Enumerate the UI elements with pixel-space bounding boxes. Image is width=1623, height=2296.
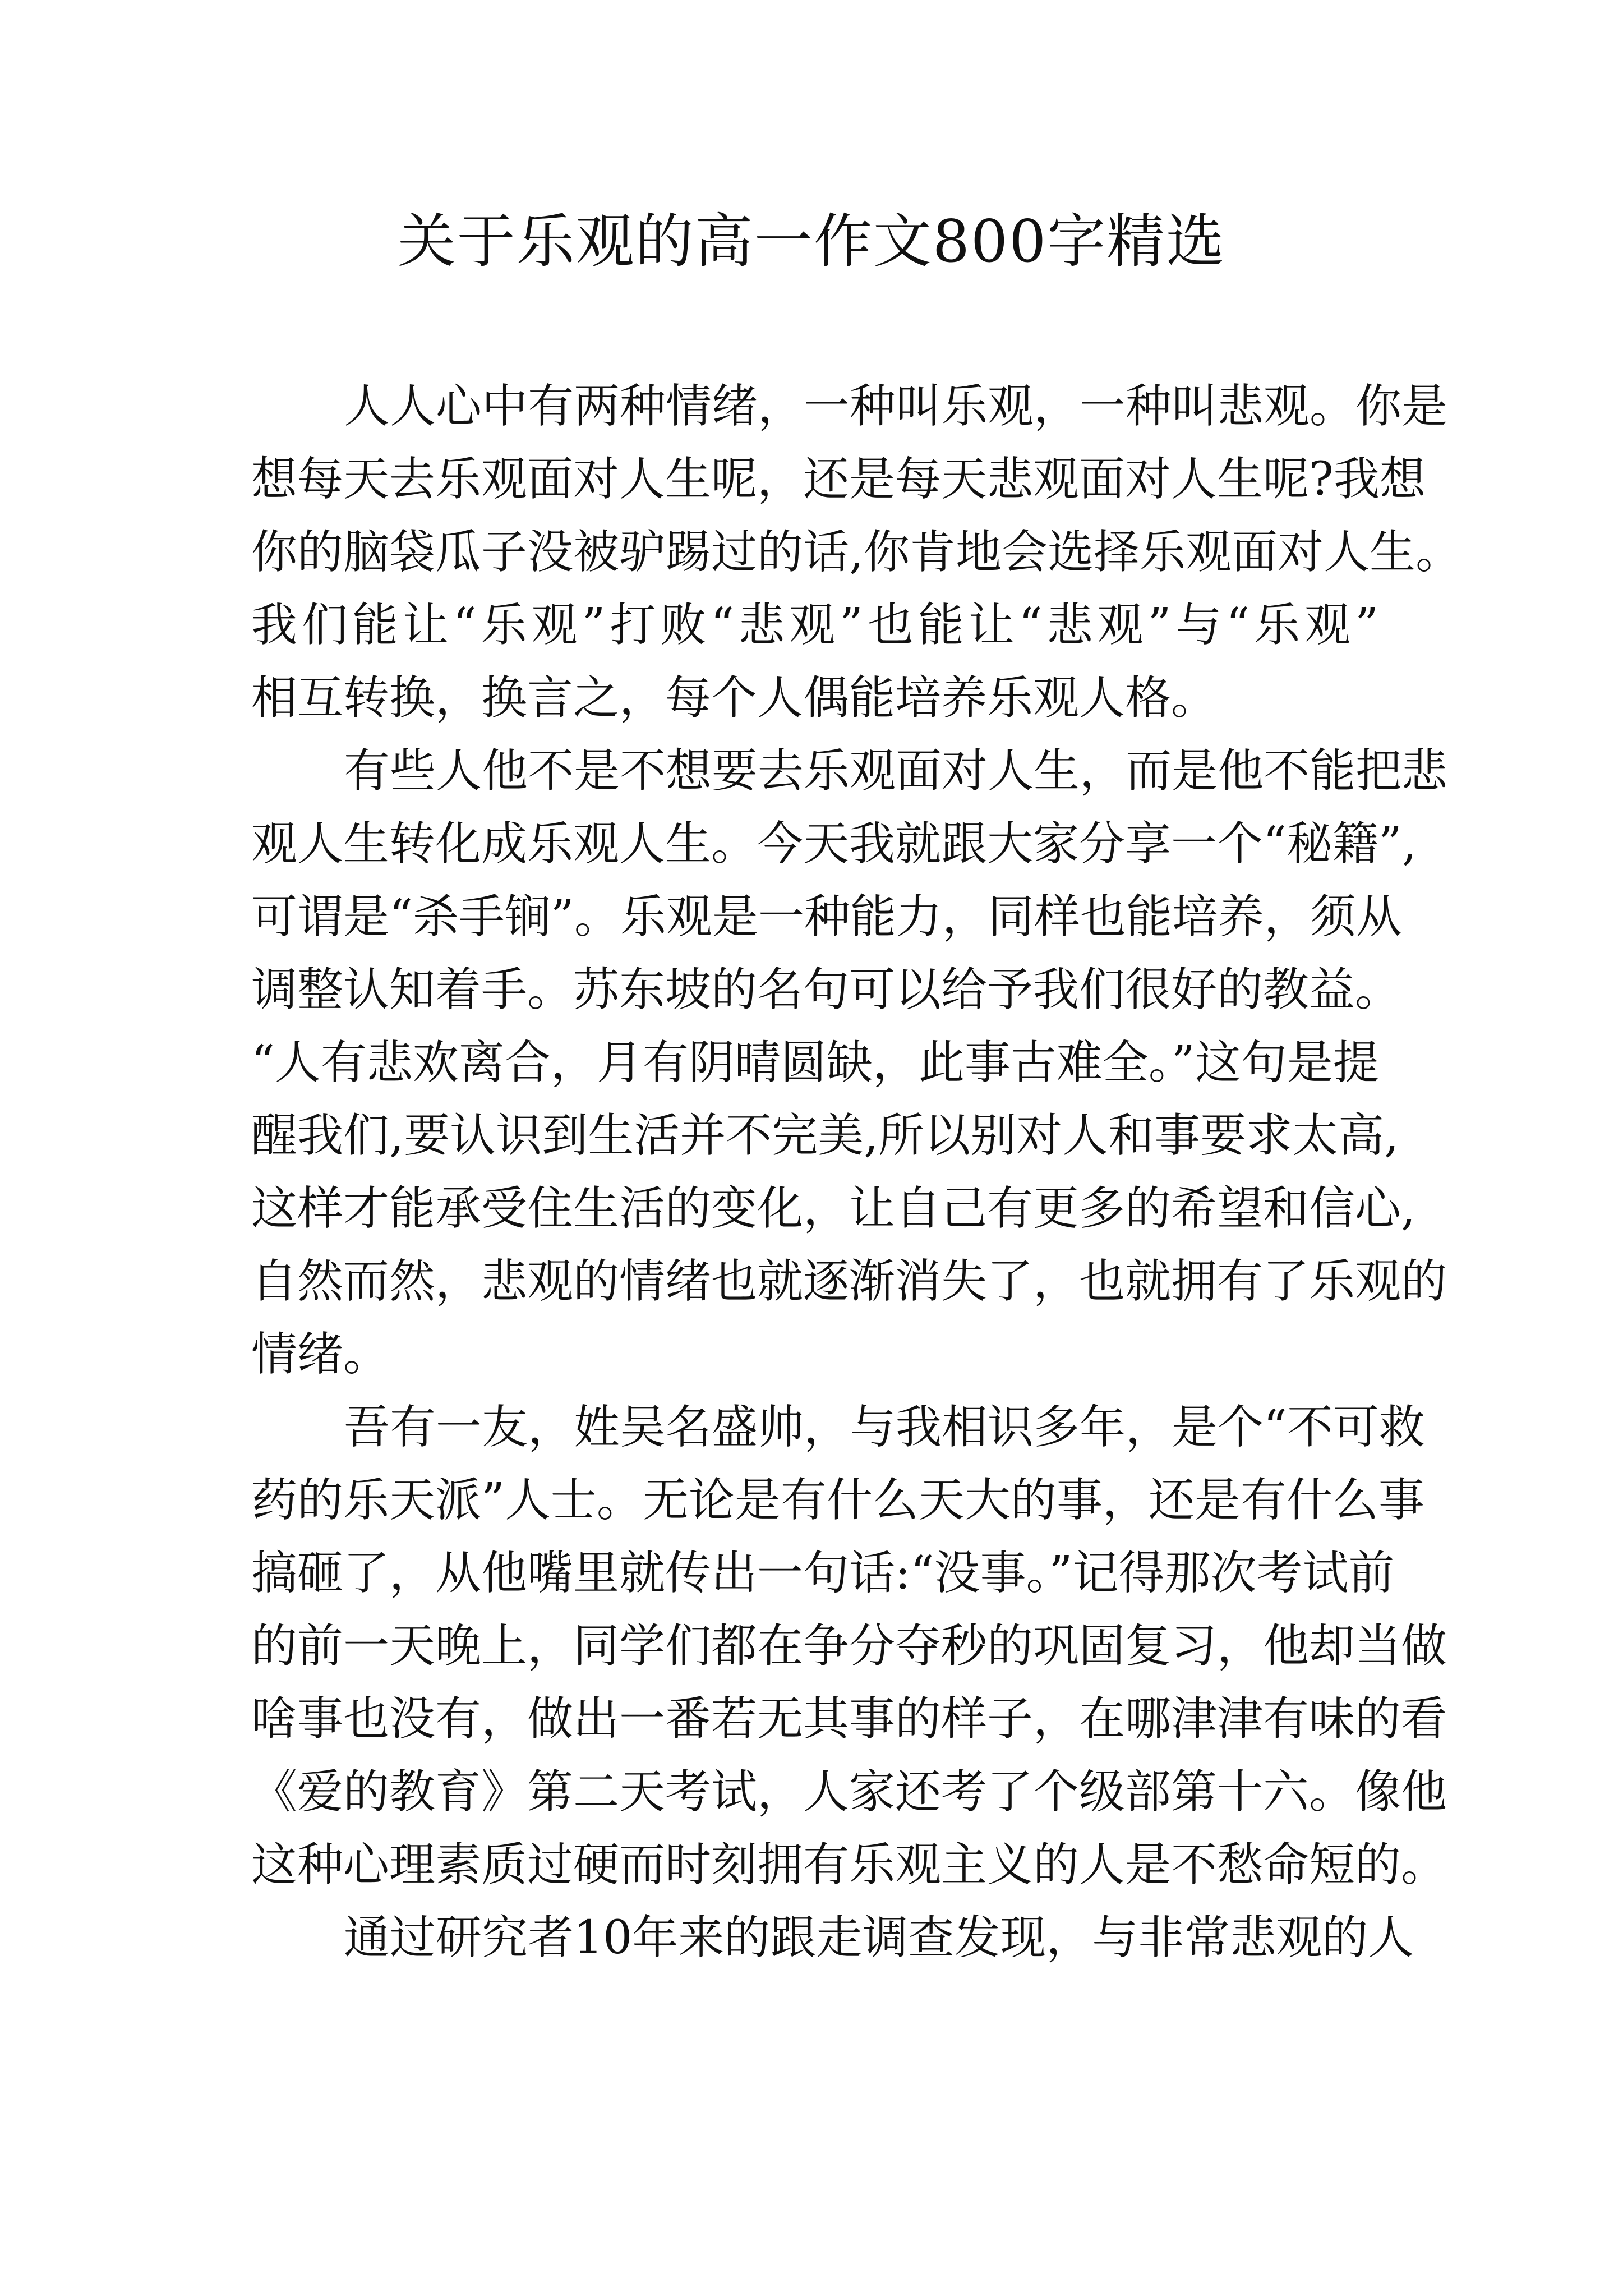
paragraph-line: 有些人他不是不想要去乐观面对人生，而是他不能把悲 bbox=[344, 744, 1448, 798]
paragraph-line: 《爱的教育》第二天考试，人家还考了个级部第十六。像他 bbox=[251, 1765, 1447, 1819]
paragraph-line: 自然而然，悲观的情绪也就逐渐消失了，也就拥有了乐观的 bbox=[251, 1255, 1447, 1308]
paragraph-line: 调整认知着手。苏东坡的名句可以给予我们很好的教益。 bbox=[251, 963, 1401, 1016]
paragraph-line: 我们能让“乐观”打败“悲观”也能让“悲观”与“乐观” bbox=[251, 599, 1378, 652]
paragraph-line: 相互转换，换言之，每个人偶能培养乐观人格。 bbox=[251, 671, 1218, 725]
paragraph-line: 人人心中有两种情绪，一种叫乐观，一种叫悲观。你是 bbox=[344, 380, 1448, 433]
paragraph-line: 情绪。 bbox=[251, 1328, 390, 1381]
paragraph-line: 这种心理素质过硬而时刻拥有乐观主义的人是不愁命短的。 bbox=[251, 1838, 1447, 1892]
paragraph-line: 观人生转化成乐观人生。今天我就跟大家分享一个“秘籍”, bbox=[251, 817, 1417, 871]
paragraph-line: 啥事也没有，做出一番若无其事的样子，在哪津津有味的看 bbox=[251, 1692, 1447, 1746]
paragraph-line: “人有悲欢离合，月有阴晴圆缺，此事古难全。”这句是提 bbox=[251, 1036, 1379, 1089]
paragraph-line: 的前一天晚上，同学们都在争分夺秒的巩固复习，他却当做 bbox=[251, 1619, 1447, 1673]
paragraph-line: 搞砸了，从他嘴里就传出一句话:“没事。”记得那次考试前 bbox=[251, 1547, 1395, 1600]
paragraph-line: 醒我们,要认识到生活并不完美,所以别对人和事要求太高, bbox=[251, 1109, 1399, 1162]
document-body bbox=[251, 370, 1462, 1975]
paragraph-line: 药的乐天派”人士。无论是有什么天大的事，还是有什么事 bbox=[251, 1474, 1424, 1527]
document-title: 关于乐观的高一作文800字精选 bbox=[397, 207, 1226, 275]
paragraph-line: 想每天去乐观面对人生呢，还是每天悲观面对人生呢?我想 bbox=[251, 453, 1426, 506]
paragraph-line: 通过研究者10年来的跟走调查发现，与非常悲观的人 bbox=[344, 1911, 1414, 1964]
paragraph-line: 吾有一友，姓吴名盛帅，与我相识多年，是个“不可救 bbox=[344, 1401, 1425, 1454]
paragraph-line: 这样才能承受住生活的变化，让自己有更多的希望和信心, bbox=[251, 1182, 1416, 1235]
paragraph-line: 你的脑袋瓜子没被驴踢过的话,你肯地会选择乐观面对人生。 bbox=[251, 526, 1462, 579]
paragraph-line: 可谓是“杀手锏”。乐观是一种能力，同样也能培养，须从 bbox=[251, 890, 1402, 944]
